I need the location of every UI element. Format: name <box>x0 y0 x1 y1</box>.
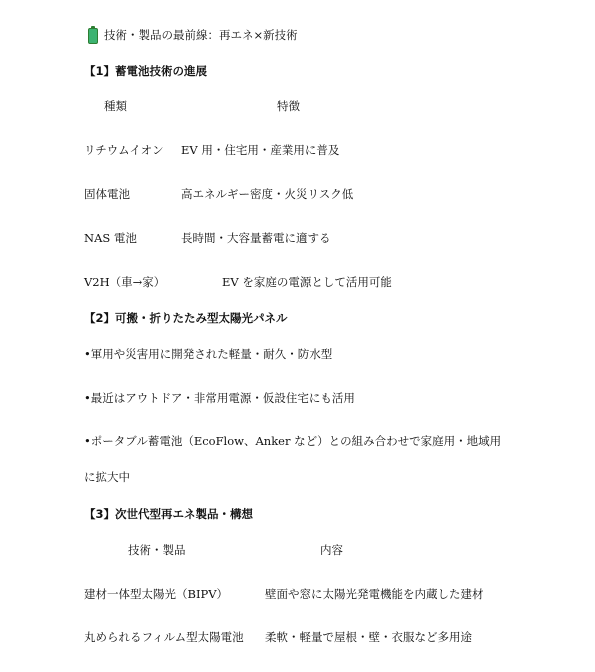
bullet-item: •ポータブル蓄電池（EcoFlow、Anker など）との組み合わせで家庭用・地域用 <box>84 434 502 448</box>
battery-feature-cell: 長時間・大容量蓄電に適する <box>181 231 331 245</box>
section1-col-feature: 特徴 <box>277 99 300 113</box>
battery-type-cell: V2H（車→家） <box>84 275 166 289</box>
bullet-item: •軍用や災害用に開発された軽量・耐久・防水型 <box>84 347 333 361</box>
product-tech-cell: 建材一体型太陽光（BIPV） <box>84 587 229 601</box>
product-tech-cell: 丸められるフィルム型太陽電池 <box>84 630 244 644</box>
battery-type-cell: 固体電池 <box>84 187 130 201</box>
section1-col-type: 種類 <box>104 99 127 113</box>
battery-type-cell: リチウムイオン <box>84 143 164 157</box>
section3-col-tech: 技術・製品 <box>128 543 186 557</box>
battery-feature-cell: EV を家庭の電源として活用可能 <box>222 275 392 289</box>
bullet-item-continuation: に拡大中 <box>84 470 130 484</box>
bullet-item: •最近はアウトドア・非常用電源・仮設住宅にも活用 <box>84 391 355 405</box>
section3-col-content: 内容 <box>320 543 343 557</box>
product-content-cell: 柔軟・軽量で屋根・壁・衣服など多用途 <box>265 630 472 644</box>
product-content-cell: 壁面や窓に太陽光発電機能を内蔵した建材 <box>265 587 484 601</box>
battery-type-cell: NAS 電池 <box>84 231 137 245</box>
battery-feature-cell: 高エネルギー密度・火災リスク低 <box>181 187 354 201</box>
section3-heading: 【3】次世代型再エネ製品・構想 <box>84 507 253 521</box>
battery-icon <box>88 28 98 44</box>
section1-heading: 【1】蓄電池技術の進展 <box>84 64 208 78</box>
section2-heading: 【2】可搬・折りたたみ型太陽光パネル <box>84 311 288 325</box>
battery-feature-cell: EV 用・住宅用・産業用に普及 <box>181 143 340 157</box>
page-title: 技術・製品の最前線：再エネ×新技術 <box>104 28 298 42</box>
